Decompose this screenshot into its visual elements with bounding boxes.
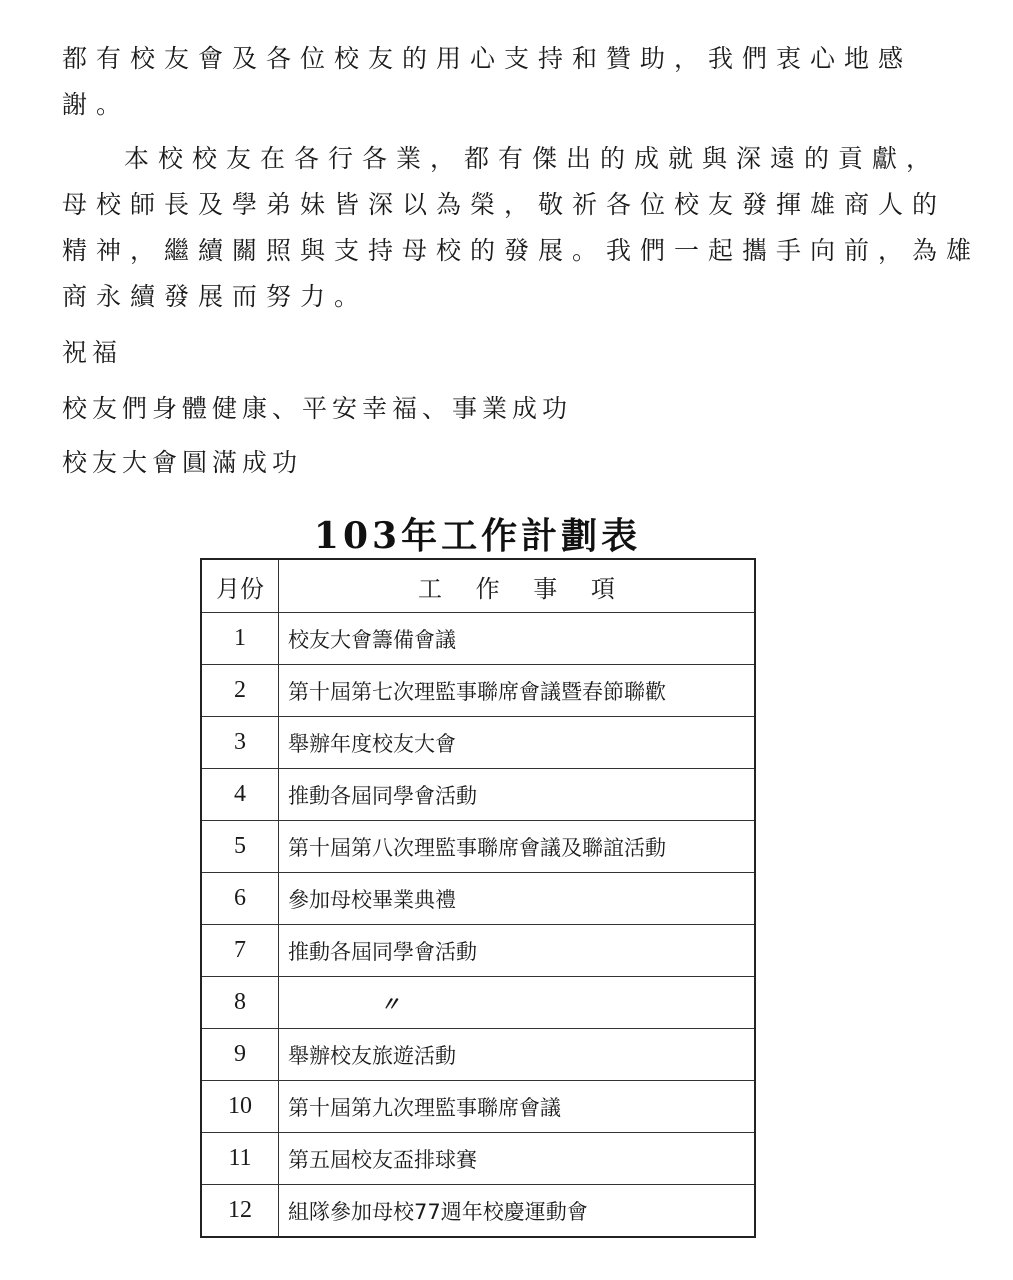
month-cell: 4 — [201, 769, 279, 821]
month-cell: 9 — [201, 1029, 279, 1081]
task-cell: 第五屆校友盃排球賽 — [279, 1133, 756, 1185]
header-month: 月份 — [201, 559, 279, 613]
table-row — [201, 1029, 755, 1081]
table-row — [201, 1133, 755, 1185]
task-cell: 舉辦年度校友大會 — [279, 717, 756, 769]
text-line: 都有校友會及各位校友的用心支持和贊助，我們衷心地感 — [62, 44, 913, 73]
table-row — [201, 1185, 755, 1238]
table-row — [201, 977, 755, 1029]
task-cell: 推動各屆同學會活動 — [279, 769, 756, 821]
task-cell: 第十屆第九次理監事聯席會議 — [279, 1081, 756, 1133]
month-cell: 12 — [201, 1185, 279, 1238]
table-header-row — [201, 559, 755, 613]
table-title: 103年工作計劃表 — [313, 515, 642, 557]
work-plan-table — [200, 558, 756, 1238]
text-line: 商永續發展而努力。 — [62, 282, 369, 311]
month-cell: 3 — [201, 717, 279, 769]
task-cell: 第十屆第八次理監事聯席會議及聯誼活動 — [279, 821, 756, 873]
wish-line: 校友們身體健康、平安幸福、事業成功 — [62, 394, 573, 423]
month-cell: 5 — [201, 821, 279, 873]
greeting: 祝福 — [62, 338, 123, 367]
table-row — [201, 821, 755, 873]
month-cell: 11 — [201, 1133, 279, 1185]
text-line: 本校校友在各行各業，都有傑出的成就與深遠的貢獻， — [124, 144, 941, 173]
paragraph-thanks — [62, 36, 942, 128]
text-line: 母校師長及學弟妹皆深以為榮，敬祈各位校友發揮雄商人的 — [62, 190, 947, 219]
task-cell: 舉辦校友旅遊活動 — [279, 1029, 756, 1081]
month-cell: 7 — [201, 925, 279, 977]
table-row — [201, 717, 755, 769]
table-row — [201, 873, 755, 925]
ditto-mark: 〃 — [380, 992, 400, 1016]
month-cell: 10 — [201, 1081, 279, 1133]
task-cell — [279, 977, 756, 1029]
task-cell: 推動各屆同學會活動 — [279, 925, 756, 977]
text-line: 精神，繼續關照與支持母校的發展。我們一起攜手向前，為雄 — [62, 236, 981, 265]
task-cell: 第十屆第七次理監事聯席會議暨春節聯歡 — [279, 665, 756, 717]
task-cell: 組隊參加母校77週年校慶運動會 — [279, 1185, 756, 1238]
paragraph-alumni — [62, 136, 981, 320]
month-cell: 8 — [201, 977, 279, 1029]
header-task: 工 作 事 項 — [279, 559, 756, 613]
table-row — [201, 613, 755, 665]
table-row — [201, 1081, 755, 1133]
wish-line: 校友大會圓滿成功 — [62, 448, 303, 477]
text-line: 謝。 — [62, 90, 131, 119]
month-cell: 1 — [201, 613, 279, 665]
letter-body — [62, 36, 981, 486]
task-cell: 校友大會籌備會議 — [279, 613, 756, 665]
task-cell: 參加母校畢業典禮 — [279, 873, 756, 925]
table-row — [201, 769, 755, 821]
table-row — [201, 665, 755, 717]
month-cell: 6 — [201, 873, 279, 925]
month-cell: 2 — [201, 665, 279, 717]
table-row — [201, 925, 755, 977]
